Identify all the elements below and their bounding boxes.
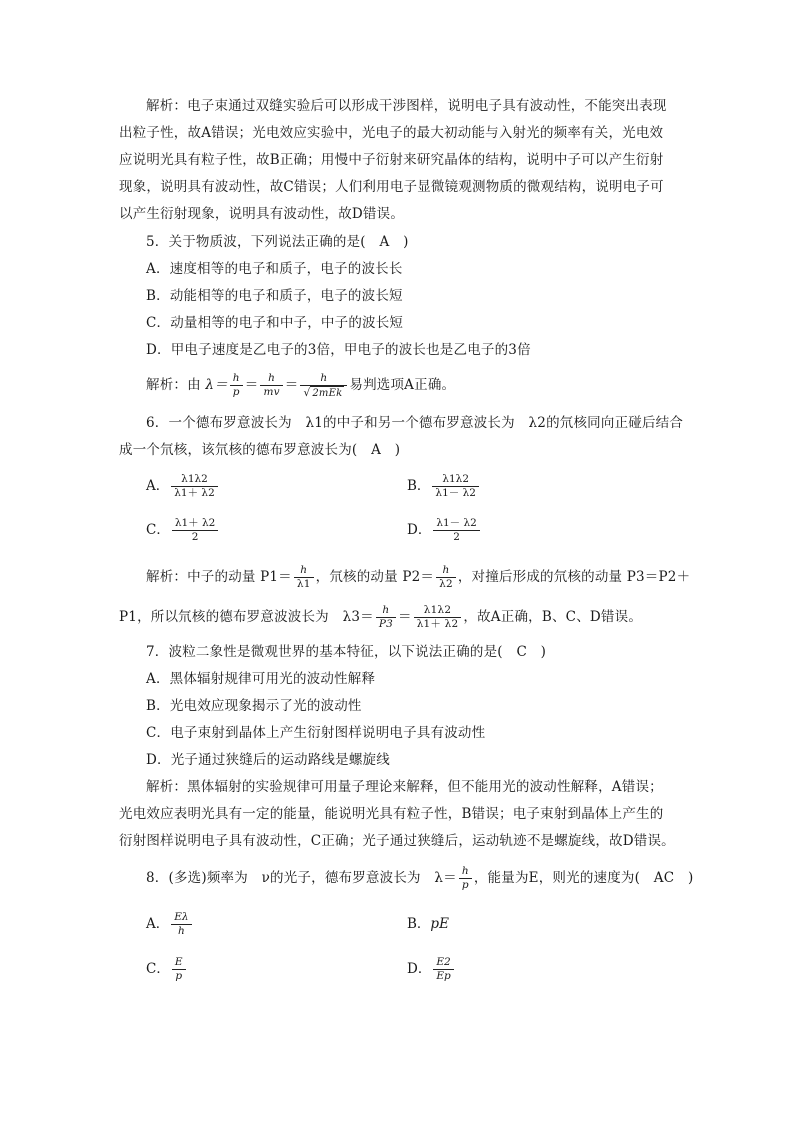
q8-option-b: [407, 906, 449, 942]
q6-option-d-frac: [433, 517, 480, 544]
q5-lambda: λ＝: [205, 377, 228, 393]
q6-option-b-frac: [432, 473, 479, 500]
q8-option-a-frac: [171, 911, 191, 938]
intro-line-2: 出粒子性，故A错误；光电效应实验中，光电子的最大初动能与入射光的频率有关，光电效: [119, 125, 664, 141]
q6-option-c-label: C．: [146, 522, 170, 538]
q6-analysis-frac-1-num: h: [294, 564, 314, 578]
q8-stem-frac-den: p: [461, 879, 469, 891]
q6-stem-line-2: 成一个氘核，该氘核的德布罗意波长为( A ): [119, 442, 401, 458]
q7-option-a: A．黑体辐射规律可用光的波动性解释: [146, 671, 376, 687]
q7-stem: 7．波粒二象性是微观世界的基本特征，以下说法正确的是( C ): [146, 644, 547, 660]
q6-option-c: [146, 512, 220, 548]
q8-option-c-den: p: [175, 970, 183, 982]
q7-analysis-line-3: 衍射图样说明电子具有波动性，C正确；光子通过狭缝后，运动轨迹不是螺旋线，故D错误。: [119, 833, 675, 849]
intro-line-5: 以产生衍射现象，说明具有波动性，故D错误。: [119, 206, 405, 222]
q5-analysis: [146, 370, 455, 400]
q8-stem-frac-num: h: [459, 865, 472, 879]
q7-analysis-line-1: 解析：黑体辐射的实验规律可用量子理论来解释，但不能用光的波动性解释，A错误；: [146, 779, 663, 795]
q6-analysis-frac-3-num: h: [376, 604, 396, 618]
q5-eq-2: ＝: [284, 377, 299, 393]
q6-option-d-num: λ1－ λ2: [433, 517, 480, 531]
q6-analysis-1c: ，对撞后形成的氘核的动量 P3＝P2＋: [457, 569, 691, 585]
q6-analysis-frac-3: [376, 604, 396, 631]
q8-option-a: [146, 906, 194, 942]
q8-option-a-label: A．: [146, 916, 170, 932]
q7-option-c: C．电子束射到晶体上产生衍射图样说明电子具有波动性: [146, 725, 486, 741]
q6-analysis-2b: ，故A正确，B、C、D错误。: [463, 609, 643, 625]
q6-analysis-frac-1-den: λ1: [296, 578, 311, 590]
q6-analysis-frac-2-num: h: [436, 564, 456, 578]
q6-analysis-frac-1: [294, 564, 314, 591]
q6-option-b-den: λ1－ λ2: [435, 487, 476, 499]
q5-frac-1: [230, 372, 243, 399]
q8-option-c-label: C．: [146, 961, 170, 977]
q6-analysis-1b: ，氘核的动量 P2＝: [315, 569, 435, 585]
q6-option-a-label: A．: [146, 478, 170, 494]
q6-analysis-frac-3-den: P3: [378, 618, 393, 630]
q5-option-b: B．动能相等的电子和质子，电子的波长短: [146, 288, 403, 304]
q5-frac-2: [260, 372, 282, 399]
q6-analysis-line-1: [146, 562, 690, 592]
q6-option-a-frac: [171, 473, 218, 500]
q5-eq-1: ＝: [244, 377, 259, 393]
q6-option-d-label: D．: [407, 522, 432, 538]
q8-option-d-frac: [433, 956, 453, 983]
q8-stem-a: 8．(多选)频率为 ν的光子，德布罗意波长为 λ＝: [146, 870, 457, 886]
q6-option-b-label: B．: [407, 478, 431, 494]
q6-analysis-line-2: [119, 600, 642, 634]
q6-option-c-den: 2: [191, 531, 199, 543]
q6-analysis-frac-4: [414, 604, 462, 631]
q6-analysis-frac-2-den: λ2: [439, 578, 453, 590]
q8-option-c-frac: [172, 956, 186, 983]
q6-option-c-frac: [172, 517, 219, 544]
q8-option-c: [146, 951, 188, 987]
q6-option-b: [407, 468, 481, 504]
intro-line-4: 现象，说明具有波动性，故C错误；人们利用电子显微镜观测物质的微观结构，说明电子可: [119, 179, 664, 195]
q6-analysis-2a: P1，所以氘核的德布罗意波波长为 λ3＝: [119, 609, 374, 625]
q6-option-d-den: 2: [453, 531, 460, 543]
q8-stem-frac: [459, 865, 472, 892]
q8-option-b-text: pE: [430, 916, 449, 932]
q8-stem: [146, 862, 693, 894]
q5-frac-2-den: mv: [263, 386, 280, 398]
q5-option-d: D．甲电子速度是乙电子的3倍，甲电子的波长也是乙电子的3倍: [146, 342, 531, 358]
q5-option-c: C．动量相等的电子和中子，中子的波长短: [146, 315, 404, 331]
q6-analysis-frac-4-num: λ1λ2: [414, 604, 462, 618]
q6-option-d: [407, 512, 482, 548]
q6-option-b-num: λ1λ2: [432, 473, 479, 487]
q8-option-d-label: D．: [407, 961, 432, 977]
q6-analysis-1a: 解析：中子的动量 P1＝: [146, 569, 292, 585]
q8-option-a-den: h: [178, 925, 185, 937]
q5-frac-1-num: h: [230, 372, 243, 386]
intro-line-3: 应说明光具有粒子性，故B正确；用慢中子衍射来研究晶体的结构，说明中子可以产生衍射: [119, 152, 664, 168]
q6-analysis-frac-4-den: λ1＋ λ2: [416, 618, 459, 630]
q6-option-a-den: λ1＋ λ2: [174, 487, 215, 499]
q6-option-a: [146, 468, 220, 504]
q6-analysis-eq: ＝: [397, 609, 412, 625]
q5-frac-3: [300, 372, 347, 400]
q7-option-b: B．光电效应现象揭示了光的波动性: [146, 698, 362, 714]
q8-option-a-num: Eλ: [171, 911, 191, 925]
q5-frac-1-den: p: [232, 386, 240, 398]
q8-option-d-den: Ep: [436, 970, 451, 982]
q8-stem-b: ，能量为E，则光的速度为( AC ): [473, 870, 694, 886]
q5-frac-3-den: √ 2mEk: [303, 386, 343, 399]
q5-option-a: A．速度相等的电子和质子，电子的波长长: [146, 261, 403, 277]
q5-sqrt-content: 2mEk: [312, 387, 343, 399]
q6-analysis-frac-2: [436, 564, 456, 591]
q8-option-b-label: B．: [407, 916, 431, 932]
intro-line-1: 解析：电子束通过双缝实验后可以形成干涉图样，说明电子具有波动性，不能突出表现: [146, 98, 667, 114]
q8-option-c-num: E: [172, 956, 186, 970]
q7-option-d: D．光子通过狭缝后的运动路线是螺旋线: [146, 752, 390, 768]
q5-frac-2-num: h: [260, 372, 282, 386]
q6-stem-line-1: 6．一个德布罗意波长为 λ1的中子和另一个德布罗意波长为 λ2的氘核同向正碰后结合: [146, 415, 684, 431]
q5-analysis-suffix: 易判选项A正确。: [349, 377, 456, 393]
q8-option-d-num: E2: [433, 956, 453, 970]
q5-analysis-prefix: 解析：由: [146, 377, 201, 393]
q5-stem: 5．关于物质波，下列说法正确的是( A ): [146, 234, 409, 250]
q5-frac-3-num: h: [300, 372, 347, 386]
q7-analysis-line-2: 光电效应表明光具有一定的能量，能说明光具有粒子性，B错误；电子束射到晶体上产生的: [119, 806, 664, 822]
q8-option-d: [407, 951, 456, 987]
q6-option-c-num: λ1＋ λ2: [172, 517, 219, 531]
q6-option-a-num: λ1λ2: [171, 473, 218, 487]
